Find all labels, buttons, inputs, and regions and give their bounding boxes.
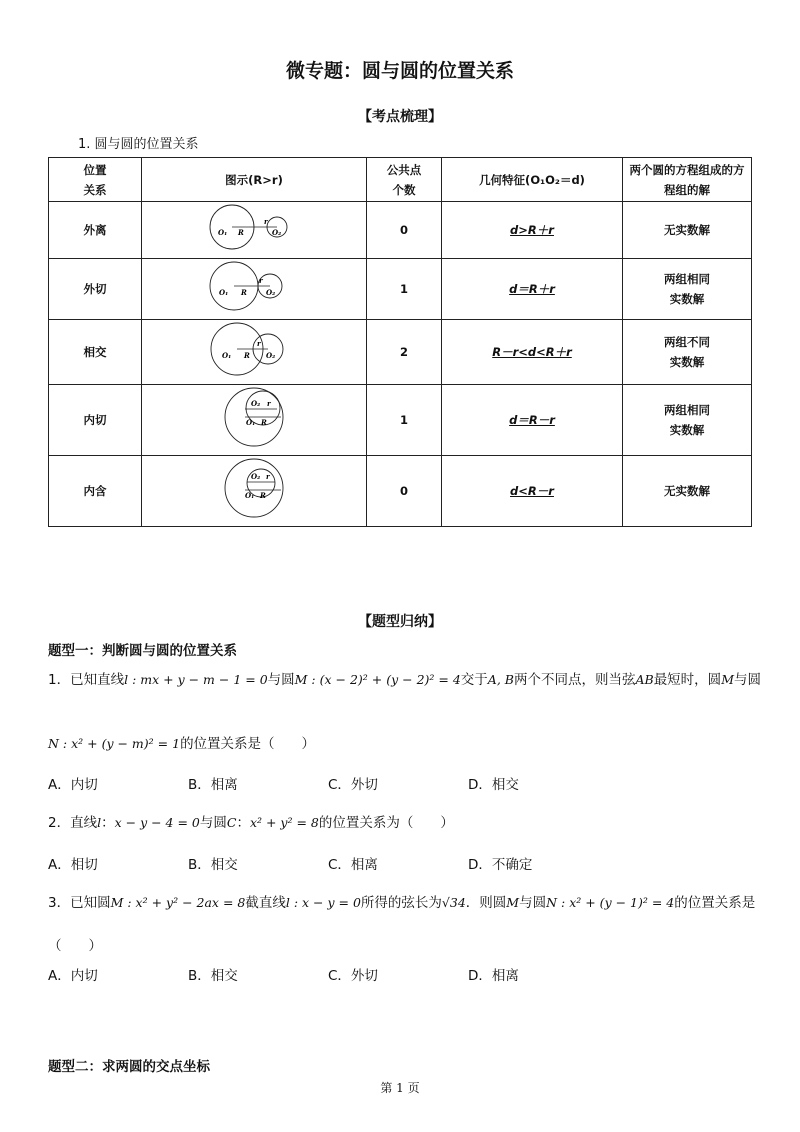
option-c[interactable]: C．外切: [328, 777, 378, 793]
row-solution: 两组不同 实数解: [623, 320, 752, 385]
option-c[interactable]: C．相离: [328, 857, 378, 873]
diagram-cell: [142, 456, 367, 527]
o1-label: O₁: [246, 418, 256, 427]
header-cell: 图示(R>r): [142, 158, 367, 202]
page-title: 微专题：圆与圆的位置关系: [285, 60, 514, 82]
row-name: 外离: [49, 202, 142, 259]
svg-text:r: r: [266, 472, 270, 481]
svg-text:R: R: [241, 288, 247, 297]
table-row: [49, 456, 752, 527]
question-type-1-heading: 题型一：判断圆与圆的位置关系: [48, 643, 237, 659]
option-a[interactable]: A．相切: [48, 857, 98, 873]
contained-circles-diagram: [219, 456, 289, 520]
option-c[interactable]: C．外切: [328, 968, 378, 984]
table-row: [49, 320, 752, 385]
svg-text:R: R: [238, 228, 244, 237]
option-b[interactable]: B．相交: [188, 968, 238, 984]
question-3-options: [48, 964, 608, 984]
row-count: 2: [367, 320, 442, 385]
option-a[interactable]: A．内切: [48, 777, 98, 793]
o2-label: O₂: [266, 351, 276, 360]
row-name: 外切: [49, 259, 142, 320]
header-cell: 公共点 个数: [367, 158, 442, 202]
question-type-2-heading: 题型二：求两圆的交点坐标: [48, 1059, 210, 1075]
row-solution: 两组相同 实数解: [623, 259, 752, 320]
svg-text:R: R: [244, 351, 250, 360]
tangent-internal-diagram: [219, 385, 289, 449]
intersecting-circles-diagram: [204, 320, 304, 378]
o1-label: O₁: [219, 288, 229, 297]
diagram-cell: [142, 259, 367, 320]
table-row: [49, 259, 752, 320]
o2-label: O₂: [251, 472, 261, 481]
question-3-line-2: （ ）: [48, 938, 102, 954]
question-1-line-1: 1．已知直线l : mx + y − m − 1 = 0与圆M : (x − 2)² + (y − 2)² = 4交于A, B两个不同点，则当弦AB最短时，圆M与圆: [48, 672, 761, 688]
row-count: 0: [367, 456, 442, 527]
table-row: [49, 385, 752, 456]
option-b[interactable]: B．相交: [188, 857, 238, 873]
row-name: 内含: [49, 456, 142, 527]
row-count: 0: [367, 202, 442, 259]
diagram-cell: [142, 320, 367, 385]
o1-label: O₁: [222, 351, 232, 360]
o2-label: O₂: [272, 228, 282, 237]
row-solution: 无实数解: [623, 202, 752, 259]
row-feature: d>R＋r: [442, 202, 623, 259]
section-heading-question-types: 【题型归纳】: [358, 614, 442, 630]
diagram-cell: [142, 202, 367, 259]
section-heading-key-points: 【考点梳理】: [358, 109, 442, 125]
option-d[interactable]: D．相离: [468, 968, 519, 984]
relation-table: [48, 157, 752, 527]
row-count: 1: [367, 385, 442, 456]
svg-text:r: r: [259, 276, 263, 285]
row-solution: 两组相同 实数解: [623, 385, 752, 456]
header-cell: 位置 关系: [49, 158, 142, 202]
svg-text:R: R: [260, 491, 266, 500]
option-d[interactable]: D．相交: [468, 777, 519, 793]
question-3-line-1: 3．已知圆M : x² + y² − 2ax = 8截直线l : x − y = 0所得的弦长为√34．则圆M与圆N : x² + (y − 1)² = 4的位置关系是: [48, 895, 756, 911]
o1-label: O₁: [218, 228, 228, 237]
o2-label: O₂: [251, 399, 261, 408]
option-b[interactable]: B．相离: [188, 777, 238, 793]
o1-label: O₁: [245, 491, 255, 500]
svg-text:R: R: [261, 418, 267, 427]
o2-label: O₂: [266, 288, 276, 297]
table-row: [49, 202, 752, 259]
question-1-line-2: N : x² + (y − m)² = 1的位置关系是（ ）: [48, 736, 316, 752]
question-2-options: [48, 853, 608, 873]
tangent-external-diagram: [204, 259, 304, 313]
svg-text:r: r: [267, 399, 271, 408]
row-name: 内切: [49, 385, 142, 456]
question-2-line: 2．直线l：x − y − 4 = 0与圆C：x² + y² = 8的位置关系为（ ）: [48, 815, 454, 831]
row-feature: d＝R＋r: [442, 259, 623, 320]
row-feature: d<R－r: [442, 456, 623, 527]
table-header-row: [49, 158, 752, 202]
subheading: 1. 圆与圆的位置关系: [78, 137, 199, 152]
svg-text:r: r: [257, 339, 261, 348]
option-a[interactable]: A．内切: [48, 968, 98, 984]
header-cell: 两个圆的方程组成的方 程组的解: [623, 158, 752, 202]
separate-circles-diagram: [204, 202, 304, 252]
svg-text:r: r: [264, 217, 268, 226]
question-1-options: [48, 773, 608, 793]
header-cell: 几何特征(O₁O₂＝d): [442, 158, 623, 202]
diagram-cell: [142, 385, 367, 456]
option-d[interactable]: D．不确定: [468, 857, 533, 873]
page-footer: 第 1 页: [380, 1081, 420, 1095]
row-name: 相交: [49, 320, 142, 385]
row-solution: 无实数解: [623, 456, 752, 527]
row-feature: R－r<d<R＋r: [442, 320, 623, 385]
row-count: 1: [367, 259, 442, 320]
row-feature: d＝R－r: [442, 385, 623, 456]
